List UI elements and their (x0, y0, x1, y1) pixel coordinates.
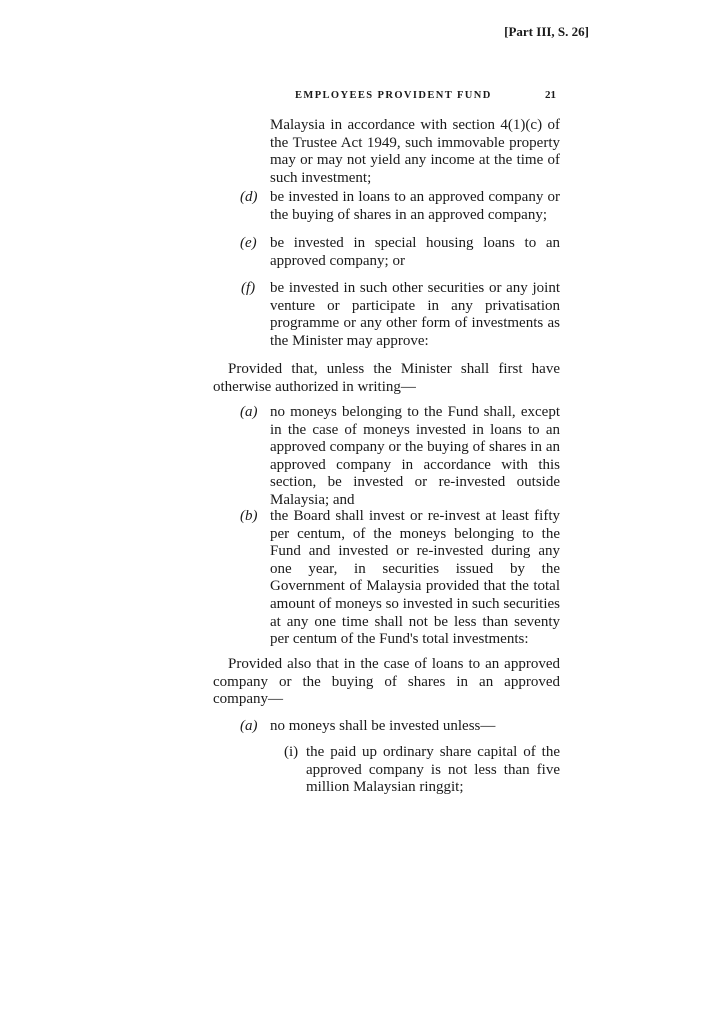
subitem-text-i: the paid up ordinary share capital of the approved company is not less than five million Malaysian ringgit; (306, 744, 560, 796)
proviso-item-marker-b: (b) (240, 508, 258, 524)
item-marker-f: (f) (241, 280, 256, 296)
item-marker-e: (e) (240, 235, 257, 251)
page-number: 21 (545, 89, 556, 101)
running-head: EMPLOYEES PROVIDENT FUND (295, 90, 492, 101)
proviso-item-marker-a: (a) (240, 404, 258, 420)
second-proviso-item-marker-a: (a) (240, 718, 258, 734)
proviso-item-text-a: no moneys belonging to the Fund shall, except in the case of moneys invested in loans to an approved company or the buying of shares in an approved company in accordance with this section, be invested or re-invested outside Malaysia; and (270, 404, 560, 508)
subitem-marker-i: (i) (284, 744, 299, 760)
second-proviso-item-text-a: no moneys shall be invested unless— (270, 718, 496, 734)
item-text-d: be invested in loans to an approved company or the buying of shares in an approved company; (270, 189, 560, 223)
section-reference: [Part III, S. 26] (504, 24, 589, 39)
proviso-item-text-b: the Board shall invest or re-invest at least fifty per centum, of the moneys belonging to the Fund and invested or re-invested during any one year, in securities issued by the Government of Malaysia provided that the total amount of moneys so invested in such securities at any one time shall not be less than seventy per centum of the Fund's total investments: (270, 508, 560, 648)
continuation-paragraph: Malaysia in accordance with section 4(1)(c) of the Trustee Act 1949, such immovable property may or may not yield any income at the time of such investment; (270, 117, 560, 186)
item-marker-d: (d) (240, 189, 258, 205)
second-proviso-paragraph: Provided also that in the case of loans to an approved company or the buying of shares in an approved company— (213, 656, 560, 708)
proviso-paragraph: Provided that, unless the Minister shall first have otherwise authorized in writing— (213, 361, 560, 395)
item-text-e: be invested in special housing loans to an approved company; or (270, 235, 560, 269)
item-text-f: be invested in such other securities or any joint venture or participate in any privatisation programme or any other form of investments as the Minister may approve: (270, 280, 560, 349)
